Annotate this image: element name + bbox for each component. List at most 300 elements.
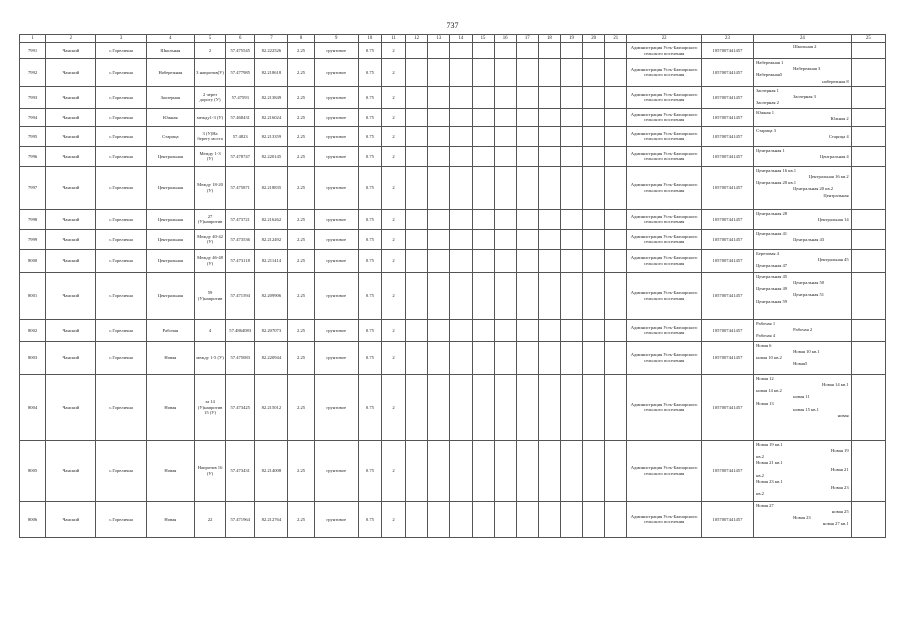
district-cell: Чанский: [46, 229, 96, 249]
empty-cell: [583, 43, 605, 59]
served-address: Южная 2: [830, 116, 849, 122]
house-number-cell: 22: [194, 501, 225, 537]
ogrn-cell: 1057007441457: [701, 440, 753, 501]
served-addresses-cell: [754, 374, 852, 440]
surface-cell: грунтовое: [314, 126, 358, 146]
district-cell: Чанский: [46, 374, 96, 440]
volume-cell: 0.75: [358, 501, 381, 537]
house-number-cell: 3 (У)На берегу моста: [194, 126, 225, 146]
house-number-cell: 2: [194, 43, 225, 59]
served-address: кв.2: [756, 491, 764, 497]
village-cell: с.Горелична: [96, 272, 146, 319]
house-number-cell: 27 (У)напротив: [194, 209, 225, 229]
empty-cell: [472, 86, 494, 108]
served-address: Новая 19 кв.1: [756, 441, 783, 447]
house-number-cell: Между 1-3 (У): [194, 146, 225, 166]
served-address: Центральная: [823, 192, 849, 198]
row-number: 7999: [20, 229, 46, 249]
empty-cell: [561, 249, 583, 272]
empty-cell: [472, 209, 494, 229]
empty-cell: [428, 146, 450, 166]
volume-cell: 0.75: [358, 43, 381, 59]
empty-cell: [494, 126, 516, 146]
empty-cell: [583, 209, 605, 229]
house-number-cell: Между 18-20 (У): [194, 166, 225, 209]
served-address: Старица 4: [828, 134, 849, 140]
row-number: 7993: [20, 86, 46, 108]
longitude-cell: 82.218618: [255, 59, 288, 87]
empty-cell: [516, 319, 538, 341]
volume-cell: 0.75: [358, 374, 381, 440]
longitude-cell: 82.215012: [255, 374, 288, 440]
empty-cell: [538, 374, 560, 440]
served-address: новая 11: [793, 394, 810, 400]
house-number-cell: Между 40-42 (У): [194, 229, 225, 249]
owner-cell: Администрация Усть-Бакчарского сельского поселения: [627, 59, 701, 87]
served-addresses-cell: [754, 209, 852, 229]
street-cell: Новая: [146, 440, 194, 501]
served-addresses-cell: [754, 166, 852, 209]
empty-cell: [851, 272, 885, 319]
served-address: Центральная 47: [756, 263, 788, 269]
empty-cell: [494, 501, 516, 537]
empty-cell: [516, 43, 538, 59]
empty-cell: [472, 108, 494, 126]
ogrn-cell: 1057007441457: [701, 59, 753, 87]
longitude-cell: 82.212492: [255, 229, 288, 249]
table-row: [20, 229, 886, 249]
empty-cell: [605, 166, 627, 209]
container-count-cell: 2: [382, 440, 406, 501]
empty-cell: [406, 341, 428, 374]
container-count-cell: 2: [382, 374, 406, 440]
empty-cell: [561, 319, 583, 341]
volume-cell: 0.75: [358, 229, 381, 249]
served-addresses-cell: [754, 440, 852, 501]
served-address: Центральная 28: [756, 210, 788, 216]
table-row: [20, 374, 886, 440]
area-cell: 2.25: [288, 249, 314, 272]
latitude-cell: 57.4864083: [226, 319, 255, 341]
district-cell: Чанский: [46, 209, 96, 229]
served-address: Школьная 2: [793, 44, 817, 49]
empty-cell: [561, 209, 583, 229]
volume-cell: 0.75: [358, 249, 381, 272]
empty-cell: [494, 86, 516, 108]
volume-cell: 0.75: [358, 341, 381, 374]
latitude-cell: 57.475083: [226, 341, 255, 374]
longitude-cell: 82.218835: [255, 166, 288, 209]
district-cell: Чанский: [46, 59, 96, 87]
row-number: 7996: [20, 146, 46, 166]
empty-cell: [428, 108, 450, 126]
surface-cell: грунтовое: [314, 146, 358, 166]
empty-cell: [516, 374, 538, 440]
empty-cell: [494, 146, 516, 166]
owner-cell: Администрация Усть-Бакчарского сельского поселения: [627, 108, 701, 126]
column-number: 20: [583, 35, 605, 43]
empty-cell: [472, 126, 494, 146]
empty-cell: [494, 108, 516, 126]
area-cell: 2.25: [288, 209, 314, 229]
empty-cell: [583, 319, 605, 341]
empty-cell: [561, 272, 583, 319]
served-addresses-cell: [754, 501, 852, 537]
empty-cell: [516, 341, 538, 374]
house-number-cell: 4: [194, 319, 225, 341]
ogrn-cell: 1057007441457: [701, 166, 753, 209]
owner-cell: Администрация Усть-Бакчарского сельского поселения: [627, 146, 701, 166]
served-addresses-cell: [754, 146, 852, 166]
longitude-cell: 82.207073: [255, 319, 288, 341]
served-address: Новая 14 кв.1: [822, 382, 849, 388]
area-cell: 2.25: [288, 166, 314, 209]
longitude-cell: 82.222526: [255, 43, 288, 59]
container-count-cell: 2: [382, 272, 406, 319]
empty-cell: [494, 166, 516, 209]
empty-cell: [428, 229, 450, 249]
owner-cell: Администрация Усть-Бакчарского сельского поселения: [627, 374, 701, 440]
ogrn-cell: 1057007441457: [701, 319, 753, 341]
street-cell: Южная: [146, 108, 194, 126]
volume-cell: 0.75: [358, 166, 381, 209]
served-address: Центральная 45: [756, 273, 788, 279]
surface-cell: грунтовое: [314, 440, 358, 501]
empty-cell: [851, 229, 885, 249]
empty-cell: [583, 146, 605, 166]
empty-cell: [561, 43, 583, 59]
volume-cell: 0.75: [358, 146, 381, 166]
ogrn-cell: 1057007441457: [701, 86, 753, 108]
served-address: Новая5: [793, 361, 808, 367]
longitude-cell: 82.216262: [255, 209, 288, 229]
area-cell: 2.25: [288, 126, 314, 146]
owner-cell: Администрация Усть-Бакчарского сельского поселения: [627, 43, 701, 59]
container-count-cell: 2: [382, 108, 406, 126]
house-number-cell: 3 напротив(У): [194, 59, 225, 87]
served-address: Новая 21: [831, 466, 849, 472]
empty-cell: [561, 374, 583, 440]
empty-cell: [472, 319, 494, 341]
container-count-cell: 2: [382, 341, 406, 374]
served-address: Березовая 4: [756, 250, 779, 256]
served-address: Центральная 43: [793, 237, 825, 243]
latitude-cell: 57.473721: [226, 209, 255, 229]
served-address: новая 10 кв.2: [756, 355, 782, 361]
served-address: Рабочая 4: [756, 333, 776, 339]
empty-cell: [538, 166, 560, 209]
empty-cell: [472, 43, 494, 59]
served-address: Центральная 51: [793, 292, 825, 298]
served-address: Заозерная 3: [793, 94, 816, 100]
empty-cell: [516, 146, 538, 166]
street-cell: Новая: [146, 374, 194, 440]
ogrn-cell: 1057007441457: [701, 146, 753, 166]
street-cell: Центральная: [146, 229, 194, 249]
latitude-cell: 57.478747: [226, 146, 255, 166]
village-cell: с.Горелична: [96, 209, 146, 229]
served-addresses-cell: [754, 319, 852, 341]
empty-cell: [428, 341, 450, 374]
house-number-cell: за 14 (У)напротив 15 (У): [194, 374, 225, 440]
latitude-cell: 57.47593: [226, 86, 255, 108]
empty-cell: [583, 440, 605, 501]
surface-cell: грунтовое: [314, 229, 358, 249]
empty-cell: [494, 374, 516, 440]
ogrn-cell: 1057007441457: [701, 108, 753, 126]
empty-cell: [538, 341, 560, 374]
table-row: [20, 319, 886, 341]
empty-cell: [428, 166, 450, 209]
table-row: [20, 440, 886, 501]
empty-cell: [561, 86, 583, 108]
empty-cell: [406, 249, 428, 272]
latitude-cell: 57.473425: [226, 374, 255, 440]
row-number: 8003: [20, 341, 46, 374]
served-addresses-cell: [754, 341, 852, 374]
empty-cell: [538, 249, 560, 272]
served-address: Набережная 3: [793, 66, 821, 72]
column-number: 3: [96, 35, 146, 43]
empty-cell: [472, 374, 494, 440]
row-number: 8005: [20, 440, 46, 501]
house-number-cell: между 1-5 (У): [194, 341, 225, 374]
empty-cell: [538, 319, 560, 341]
area-cell: 2.25: [288, 440, 314, 501]
longitude-cell: 82.211414: [255, 249, 288, 272]
empty-cell: [605, 108, 627, 126]
street-cell: Центральная: [146, 166, 194, 209]
row-number: 7994: [20, 108, 46, 126]
served-address: Центральная 1: [756, 147, 785, 153]
area-cell: 2.25: [288, 341, 314, 374]
latitude-cell: 57.471964: [226, 501, 255, 537]
street-cell: Старица: [146, 126, 194, 146]
column-number: 25: [851, 35, 885, 43]
empty-cell: [851, 440, 885, 501]
table-row: [20, 126, 886, 146]
latitude-cell: 57.477985: [226, 59, 255, 87]
empty-cell: [583, 59, 605, 87]
district-cell: Чанский: [46, 272, 96, 319]
column-number: 10: [358, 35, 381, 43]
empty-cell: [406, 126, 428, 146]
empty-cell: [516, 229, 538, 249]
empty-cell: [494, 43, 516, 59]
empty-cell: [406, 146, 428, 166]
column-number: 1: [20, 35, 46, 43]
served-address: Набережная 1: [756, 60, 784, 65]
table-row: [20, 272, 886, 319]
latitude-cell: 57.473536: [226, 229, 255, 249]
register-table: [19, 34, 886, 538]
owner-cell: Администрация Усть-Бакчарского сельского поселения: [627, 126, 701, 146]
district-cell: Чанский: [46, 108, 96, 126]
longitude-cell: 82.212764: [255, 501, 288, 537]
ogrn-cell: 1057007441457: [701, 209, 753, 229]
latitude-cell: 57.471594: [226, 272, 255, 319]
village-cell: с.Горелична: [96, 108, 146, 126]
empty-cell: [428, 374, 450, 440]
ogrn-cell: 1057007441457: [701, 501, 753, 537]
longitude-cell: 82.220145: [255, 146, 288, 166]
column-number-row: [20, 35, 886, 43]
column-number: 24: [754, 35, 852, 43]
container-count-cell: 2: [382, 319, 406, 341]
ogrn-cell: 1057007441457: [701, 249, 753, 272]
empty-cell: [472, 272, 494, 319]
district-cell: Чанский: [46, 126, 96, 146]
column-number: 18: [538, 35, 560, 43]
empty-cell: [494, 249, 516, 272]
served-address: Центральная 16 кв.1: [756, 167, 797, 173]
column-number: 19: [561, 35, 583, 43]
empty-cell: [851, 166, 885, 209]
served-address: Центральная 20 кв.2: [793, 186, 834, 192]
district-cell: Чанский: [46, 249, 96, 272]
served-address: кв.2: [756, 454, 764, 460]
street-cell: Школьная: [146, 43, 194, 59]
village-cell: с.Горелична: [96, 374, 146, 440]
empty-cell: [561, 229, 583, 249]
area-cell: 2.25: [288, 86, 314, 108]
served-address: Центральная 20 кв.1: [756, 180, 797, 186]
served-address: Новая 13: [756, 400, 774, 406]
empty-cell: [851, 146, 885, 166]
empty-cell: [450, 341, 472, 374]
container-count-cell: 2: [382, 501, 406, 537]
empty-cell: [605, 209, 627, 229]
empty-cell: [428, 209, 450, 229]
surface-cell: грунтовое: [314, 108, 358, 126]
area-cell: 2.25: [288, 146, 314, 166]
area-cell: 2.25: [288, 374, 314, 440]
empty-cell: [450, 272, 472, 319]
empty-cell: [406, 166, 428, 209]
empty-cell: [428, 249, 450, 272]
served-address: новая 15 кв.1: [793, 406, 819, 412]
column-number: 15: [472, 35, 494, 43]
empty-cell: [583, 229, 605, 249]
empty-cell: [472, 166, 494, 209]
served-address: набережная 8: [822, 78, 849, 84]
district-cell: Чанский: [46, 86, 96, 108]
village-cell: с.Горелична: [96, 126, 146, 146]
village-cell: с.Горелична: [96, 166, 146, 209]
district-cell: Чанский: [46, 341, 96, 374]
empty-cell: [472, 146, 494, 166]
empty-cell: [538, 440, 560, 501]
latitude-cell: 57.475871: [226, 166, 255, 209]
served-address: Новая 6: [756, 342, 772, 348]
house-number-cell: Напротив 16 (У): [194, 440, 225, 501]
empty-cell: [583, 126, 605, 146]
served-address: Рабочая 1: [756, 320, 776, 326]
container-count-cell: 2: [382, 59, 406, 87]
empty-cell: [851, 43, 885, 59]
empty-cell: [605, 374, 627, 440]
owner-cell: Администрация Усть-Бакчарского сельского поселения: [627, 501, 701, 537]
district-cell: Чанский: [46, 166, 96, 209]
house-number-cell: 2 через дорогу (У): [194, 86, 225, 108]
empty-cell: [583, 108, 605, 126]
served-addresses-cell: [754, 43, 852, 59]
latitude-cell: 57.473431: [226, 440, 255, 501]
served-address: Новая 27: [756, 502, 774, 508]
street-cell: Рабочая: [146, 319, 194, 341]
volume-cell: 0.75: [358, 108, 381, 126]
surface-cell: грунтовое: [314, 341, 358, 374]
empty-cell: [605, 86, 627, 108]
empty-cell: [494, 209, 516, 229]
served-address: Новая 19: [831, 448, 849, 454]
served-addresses-cell: [754, 229, 852, 249]
empty-cell: [851, 209, 885, 229]
surface-cell: грунтовое: [314, 43, 358, 59]
empty-cell: [450, 108, 472, 126]
served-addresses-cell: [754, 59, 852, 87]
empty-cell: [605, 440, 627, 501]
empty-cell: [561, 126, 583, 146]
row-number: 7995: [20, 126, 46, 146]
empty-cell: [516, 440, 538, 501]
empty-cell: [494, 229, 516, 249]
served-address: новая 14 кв.2: [756, 388, 782, 394]
surface-cell: грунтовое: [314, 86, 358, 108]
empty-cell: [605, 272, 627, 319]
row-number: 8002: [20, 319, 46, 341]
served-addresses-cell: [754, 126, 852, 146]
table-row: [20, 43, 886, 59]
empty-cell: [494, 59, 516, 87]
village-cell: с.Горелична: [96, 249, 146, 272]
volume-cell: 0.75: [358, 209, 381, 229]
street-cell: Новая: [146, 341, 194, 374]
row-number: 7991: [20, 43, 46, 59]
volume-cell: 0.75: [358, 86, 381, 108]
served-address: Заозерная 2: [756, 100, 779, 106]
area-cell: 2.25: [288, 501, 314, 537]
empty-cell: [494, 440, 516, 501]
ogrn-cell: 1057007441457: [701, 43, 753, 59]
empty-cell: [406, 209, 428, 229]
volume-cell: 0.75: [358, 440, 381, 501]
empty-cell: [538, 43, 560, 59]
district-cell: Чанский: [46, 146, 96, 166]
owner-cell: Администрация Усть-Бакчарского сельского поселения: [627, 341, 701, 374]
empty-cell: [450, 146, 472, 166]
surface-cell: грунтовое: [314, 501, 358, 537]
column-number: 2: [46, 35, 96, 43]
empty-cell: [538, 229, 560, 249]
served-address: Центральная 49: [756, 286, 788, 292]
surface-cell: грунтовое: [314, 59, 358, 87]
latitude-cell: 57.468431: [226, 108, 255, 126]
village-cell: с.Горелична: [96, 341, 146, 374]
empty-cell: [472, 501, 494, 537]
served-address: новая: [837, 413, 849, 419]
area-cell: 2.25: [288, 108, 314, 126]
empty-cell: [583, 374, 605, 440]
empty-cell: [851, 86, 885, 108]
column-number: 6: [226, 35, 255, 43]
empty-cell: [583, 249, 605, 272]
house-number-cell: между1-3 (У): [194, 108, 225, 126]
container-count-cell: 2: [382, 43, 406, 59]
area-cell: 2.25: [288, 229, 314, 249]
served-address: Новая 23 кв.1: [756, 479, 783, 485]
surface-cell: грунтовое: [314, 249, 358, 272]
